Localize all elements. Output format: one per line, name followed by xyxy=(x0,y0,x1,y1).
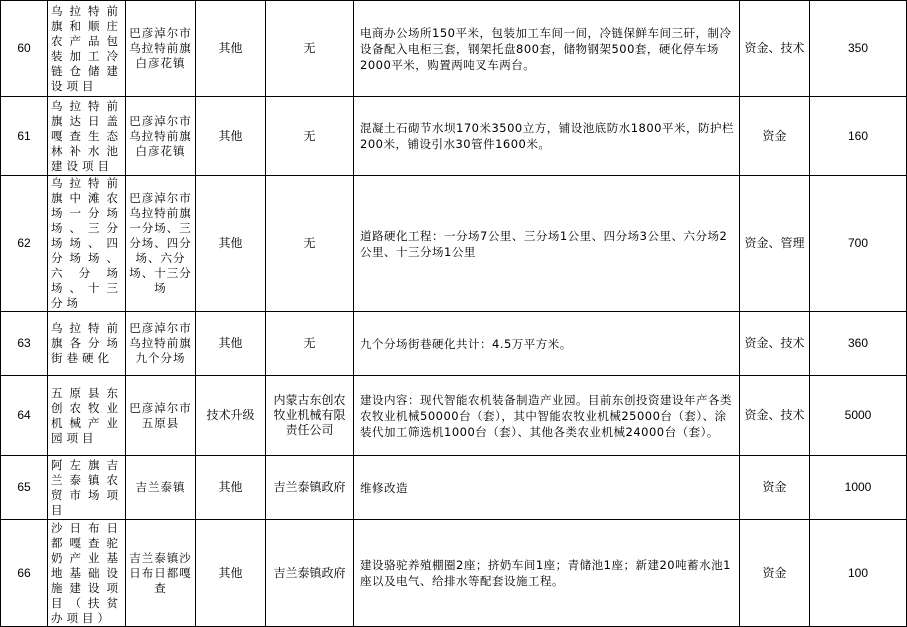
project-owner: 无 xyxy=(266,1,354,97)
project-category: 技术升级 xyxy=(196,376,266,456)
project-needs: 资金 xyxy=(740,456,810,520)
project-owner: 吉兰泰镇政府 xyxy=(266,520,354,627)
project-category: 其他 xyxy=(196,520,266,627)
project-needs: 资金、管理 xyxy=(740,176,810,312)
project-location: 巴彦淖尔市五原县 xyxy=(126,376,196,456)
project-content: 建设内容：现代智能农机装备制造产业园。目前东创投资建设年产各类农牧业机械50000台（套），其中智能农牧业机械25000台（套）、涂装代加工筛选机1000台（套）、其他各类农业机械24000台（套）。 xyxy=(354,376,740,456)
project-name: 阿左旗吉兰泰镇农贸市场项目 xyxy=(48,456,126,520)
project-content: 九个分场街巷硬化共计：4.5万平方米。 xyxy=(354,312,740,376)
project-content: 道路硬化工程：一分场7公里、三分场1公里、四分场3公里、六分场2公里、十三分场1公里 xyxy=(354,176,740,312)
project-name: 沙日布日都嘎查驼奶产业基地基础设施建设项目（扶贫办项目） xyxy=(48,520,126,627)
project-category: 其他 xyxy=(196,97,266,176)
table-row xyxy=(1,176,907,312)
project-category: 其他 xyxy=(196,176,266,312)
project-content: 维修改造 xyxy=(354,456,740,520)
project-content: 混凝土石砌节水坝170米3500立方，铺设池底防水1800平米，防护栏200米，铺设引水30管件1600米。 xyxy=(354,97,740,176)
row-number: 65 xyxy=(1,456,48,520)
project-amount: 1000 xyxy=(810,456,907,520)
project-needs: 资金、技术 xyxy=(740,1,810,97)
project-location: 吉兰泰镇 xyxy=(126,456,196,520)
project-needs: 资金 xyxy=(740,520,810,627)
row-number: 66 xyxy=(1,520,48,627)
row-number: 64 xyxy=(1,376,48,456)
row-number: 60 xyxy=(1,1,48,97)
project-amount: 160 xyxy=(810,97,907,176)
project-content: 电商办公场所150平米，包装加工车间一间，冷链保鲜车间三矸，制冷设备配入电柜三套，钢架托盘800套，储物钢架500套，硬化停车场2000平米，购置两吨叉车两台。 xyxy=(354,1,740,97)
project-owner: 无 xyxy=(266,312,354,376)
project-location: 巴彦淖尔市乌拉特前旗九个分场 xyxy=(126,312,196,376)
project-owner: 无 xyxy=(266,176,354,312)
project-amount: 5000 xyxy=(810,376,907,456)
project-needs: 资金、技术 xyxy=(740,376,810,456)
table-row xyxy=(1,520,907,627)
table-row xyxy=(1,456,907,520)
table-row xyxy=(1,376,907,456)
project-category: 其他 xyxy=(196,1,266,97)
row-number: 62 xyxy=(1,176,48,312)
project-category: 其他 xyxy=(196,312,266,376)
project-name: 乌拉特前旗中滩农场一分场场、三分场场、四分场场、六分场场、十三分场 xyxy=(48,176,126,312)
project-owner: 内蒙古东创农牧业机械有限责任公司 xyxy=(266,376,354,456)
project-category: 其他 xyxy=(196,456,266,520)
project-location: 吉兰泰镇沙日布日都嘎查 xyxy=(126,520,196,627)
project-needs: 资金、技术 xyxy=(740,312,810,376)
project-location: 巴彦淖尔市乌拉特前旗白彦花镇 xyxy=(126,97,196,176)
project-name: 乌拉特前旗各分场街巷硬化 xyxy=(48,312,126,376)
project-content: 建设骆驼养殖棚圈2座；挤奶车间1座；青储池1座；新建20吨蓄水池1座以及电气、给排水等配套设施工程。 xyxy=(354,520,740,627)
project-amount: 700 xyxy=(810,176,907,312)
project-name: 乌拉特前旗达日盖嘎查生态林补水池建设项目 xyxy=(48,97,126,176)
project-amount: 350 xyxy=(810,1,907,97)
row-number: 61 xyxy=(1,97,48,176)
project-name: 乌拉特前旗和顺庄农产品包装加工冷链仓储建设项目 xyxy=(48,1,126,97)
project-owner: 无 xyxy=(266,97,354,176)
project-owner: 吉兰泰镇政府 xyxy=(266,456,354,520)
project-name: 五原县东创农牧业机械产业园项目 xyxy=(48,376,126,456)
row-number: 63 xyxy=(1,312,48,376)
project-location: 巴彦淖尔市乌拉特前旗一分场、三分场、四分场、六分场、十三分场 xyxy=(126,176,196,312)
table-row xyxy=(1,97,907,176)
project-amount: 100 xyxy=(810,520,907,627)
table-row xyxy=(1,1,907,97)
project-amount: 360 xyxy=(810,312,907,376)
project-location: 巴彦淖尔市乌拉特前旗白彦花镇 xyxy=(126,1,196,97)
project-needs: 资金 xyxy=(740,97,810,176)
table-row xyxy=(1,312,907,376)
